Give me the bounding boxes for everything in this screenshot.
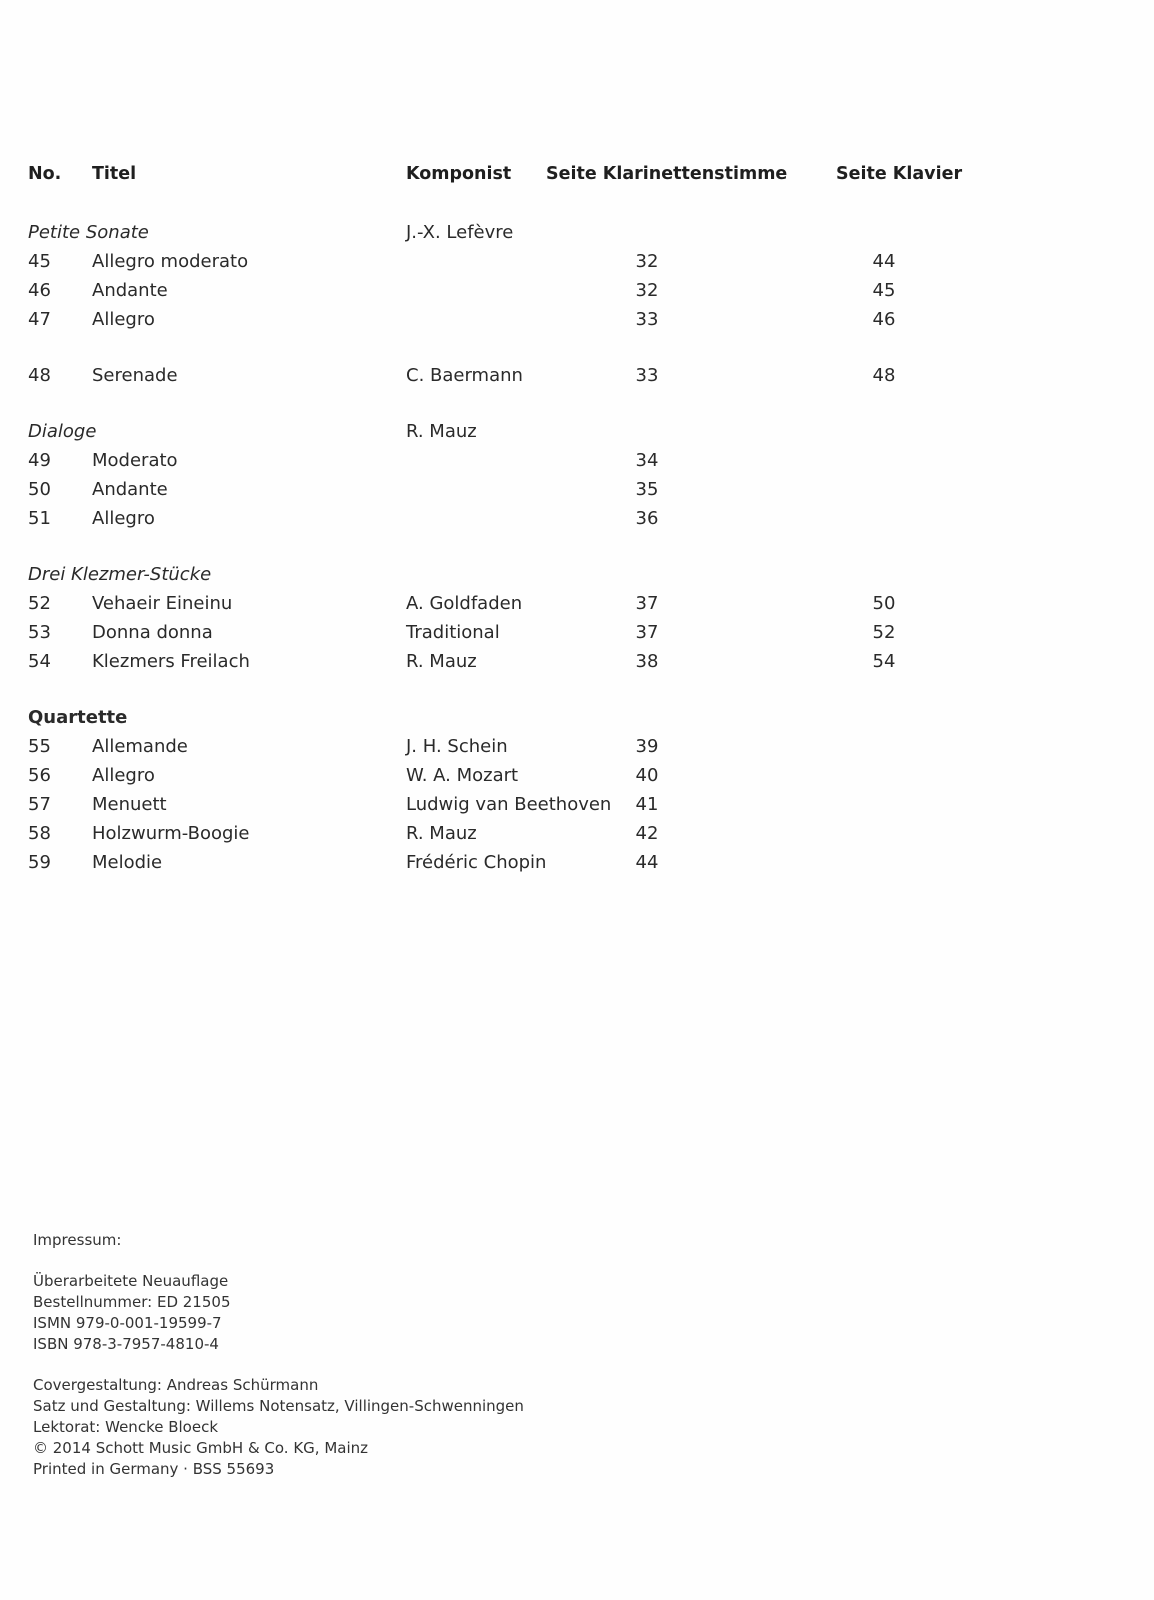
header-composer: Komponist	[406, 164, 512, 184]
impressum-line: Bestellnummer: ED 21505	[33, 1293, 231, 1311]
clarinet-page: 42	[635, 823, 659, 844]
section-spacer	[28, 334, 1028, 361]
piece-number: 50	[28, 479, 51, 500]
piano-page: 50	[872, 593, 896, 614]
piece-number: 48	[28, 365, 51, 386]
piece-number: 45	[28, 251, 51, 272]
piece-number: 53	[28, 622, 51, 643]
clarinet-page: 32	[635, 251, 659, 272]
piano-page: 52	[872, 622, 896, 643]
piece-composer: R. Mauz	[406, 651, 477, 672]
clarinet-page: 41	[635, 794, 659, 815]
piece-number: 52	[28, 593, 51, 614]
piece-number: 54	[28, 651, 51, 672]
table-row	[28, 761, 1028, 790]
table-row	[28, 305, 1028, 334]
clarinet-page: 34	[635, 450, 659, 471]
section-spacer	[28, 390, 1028, 417]
section-heading-row	[28, 417, 1028, 446]
clarinet-page: 33	[635, 309, 659, 330]
table-row	[28, 504, 1028, 533]
clarinet-page: 35	[635, 479, 659, 500]
clarinet-page: 33	[635, 365, 659, 386]
piece-composer: J. H. Schein	[406, 736, 508, 757]
section-spacer	[28, 533, 1028, 560]
clarinet-page: 37	[635, 593, 659, 614]
impressum-line: Covergestaltung: Andreas Schürmann	[33, 1376, 319, 1394]
piece-title: Serenade	[92, 365, 178, 386]
piece-title: Allegro	[92, 765, 155, 786]
piece-number: 49	[28, 450, 51, 471]
piece-title: Vehaeir Eineinu	[92, 593, 233, 614]
impressum-line: © 2014 Schott Music GmbH & Co. KG, Mainz	[33, 1439, 369, 1457]
table-row	[28, 361, 1028, 390]
table-row	[28, 475, 1028, 504]
piece-number: 57	[28, 794, 51, 815]
piece-composer: W. A. Mozart	[406, 765, 519, 786]
clarinet-page: 36	[635, 508, 659, 529]
piano-page: 54	[872, 651, 896, 672]
piece-title: Melodie	[92, 852, 163, 873]
piece-number: 47	[28, 309, 51, 330]
section-title: Quartette	[28, 707, 128, 728]
piano-page: 45	[872, 280, 896, 301]
table-row	[28, 819, 1028, 848]
table-row	[28, 589, 1028, 618]
piece-title: Moderato	[92, 450, 178, 471]
impressum-line: ISBN 978-3-7957-4810-4	[33, 1335, 219, 1353]
impressum-line: Satz und Gestaltung: Willems Notensatz, Villingen-Schwenningen	[33, 1397, 524, 1415]
clarinet-page: 40	[635, 765, 659, 786]
piece-title: Klezmers Freilach	[92, 651, 250, 672]
piece-composer: C. Baermann	[406, 365, 523, 386]
section-spacer	[28, 190, 1028, 218]
section-spacer	[28, 676, 1028, 703]
impressum-heading: Impressum:	[33, 1231, 122, 1249]
section-heading-row	[28, 218, 1028, 247]
table-row	[28, 276, 1028, 305]
piece-composer: Traditional	[406, 622, 500, 643]
header-piano-page: Seite Klavier	[836, 164, 963, 184]
piece-number: 58	[28, 823, 51, 844]
clarinet-page: 39	[635, 736, 659, 757]
section-heading-row	[28, 560, 1028, 589]
piece-title: Allemande	[92, 736, 188, 757]
section-title: Petite Sonate	[28, 222, 149, 243]
table-row	[28, 618, 1028, 647]
toc-body	[28, 190, 1028, 877]
piece-number: 56	[28, 765, 51, 786]
piano-page: 46	[872, 309, 896, 330]
clarinet-page: 32	[635, 280, 659, 301]
piano-page: 44	[872, 251, 896, 272]
table-row	[28, 446, 1028, 475]
piece-composer: Ludwig van Beethoven	[406, 794, 612, 815]
piece-title: Allegro	[92, 309, 155, 330]
clarinet-page: 37	[635, 622, 659, 643]
table-row	[28, 790, 1028, 819]
header-no: No.	[28, 164, 62, 184]
piece-title: Allegro moderato	[92, 251, 249, 272]
header-clarinet-page: Seite Klarinettenstimme	[546, 164, 788, 184]
piece-number: 59	[28, 852, 51, 873]
piece-title: Menuett	[92, 794, 167, 815]
table-row	[28, 247, 1028, 276]
section-title: Dialoge	[28, 421, 97, 442]
toc-header-row	[28, 160, 1028, 190]
impressum	[33, 1230, 524, 1480]
piece-composer: R. Mauz	[406, 823, 477, 844]
clarinet-page: 38	[635, 651, 659, 672]
section-composer: R. Mauz	[406, 421, 477, 442]
section-title: Drei Klezmer-Stücke	[28, 564, 212, 585]
impressum-line: ISMN 979-0-001-19599-7	[33, 1314, 222, 1332]
piece-number: 51	[28, 508, 51, 529]
piece-number: 55	[28, 736, 51, 757]
section-composer: J.-X. Lefèvre	[406, 222, 514, 243]
piece-title: Andante	[92, 280, 168, 301]
header-title: Titel	[92, 164, 137, 184]
table-row	[28, 732, 1028, 761]
piece-composer: A. Goldfaden	[406, 593, 523, 614]
section-heading-row	[28, 703, 1028, 732]
impressum-line: Überarbeitete Neuauflage	[33, 1272, 229, 1290]
impressum-line: Lektorat: Wencke Bloeck	[33, 1418, 219, 1436]
impressum-line: Printed in Germany · BSS 55693	[33, 1460, 275, 1478]
piece-number: 46	[28, 280, 51, 301]
piece-composer: Frédéric Chopin	[406, 852, 547, 873]
table-row	[28, 647, 1028, 676]
piano-page: 48	[872, 365, 896, 386]
piece-title: Andante	[92, 479, 168, 500]
clarinet-page: 44	[635, 852, 659, 873]
piece-title: Allegro	[92, 508, 155, 529]
piece-title: Donna donna	[92, 622, 213, 643]
table-row	[28, 848, 1028, 877]
piece-title: Holzwurm-Boogie	[92, 823, 250, 844]
table-of-contents	[28, 160, 1028, 877]
